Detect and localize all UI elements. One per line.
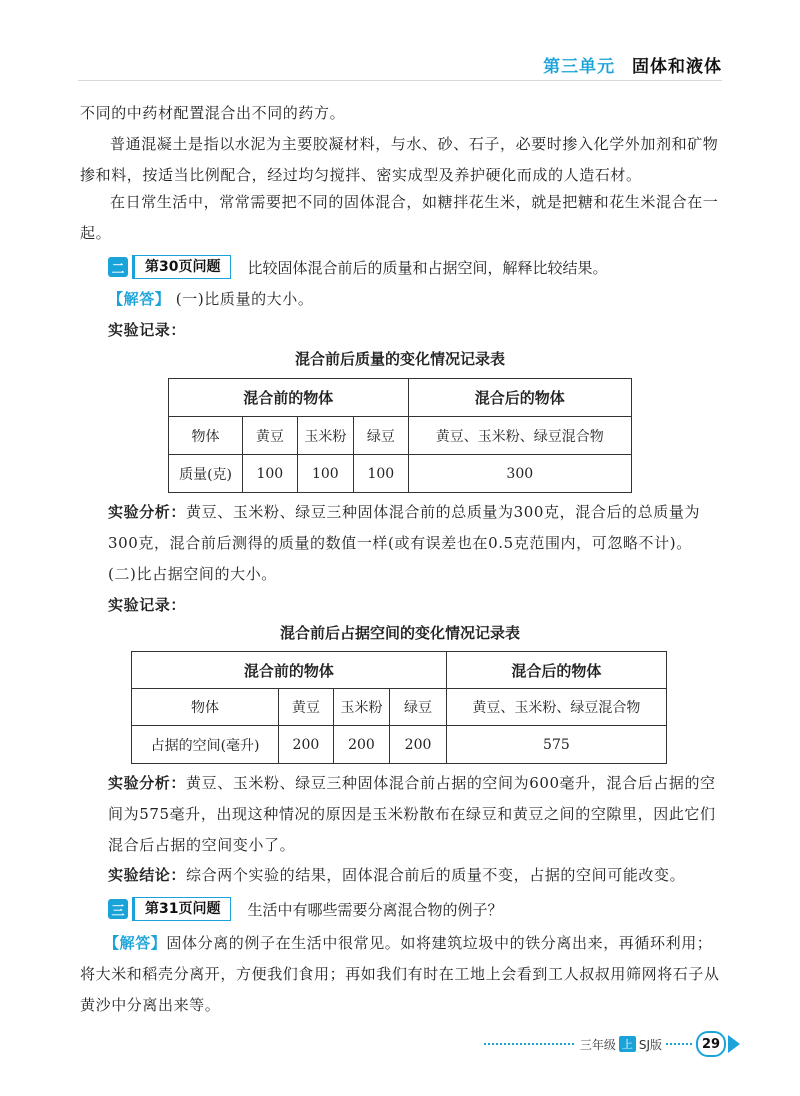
before-header: 混合前的物体 <box>132 652 447 689</box>
row-label: 占据的空间(毫升) <box>132 726 279 764</box>
col-mungbean: 绿豆 <box>390 689 447 726</box>
header-divider <box>78 80 722 81</box>
table2-title: 混合前后占据空间的变化情况记录表 <box>279 624 520 642</box>
analysis-label: 实验分析： <box>108 774 187 792</box>
page-footer <box>484 1032 740 1056</box>
topic-title: 固体和液体 <box>632 57 722 77</box>
after-header: 混合后的物体 <box>408 379 631 417</box>
analysis-label: 实验分析： <box>108 503 187 521</box>
value-mixture: 300 <box>408 455 631 493</box>
col-object: 物体 <box>132 689 279 726</box>
arrow-right-icon <box>728 1035 740 1053</box>
part1-title: (一)比质量的大小。 <box>175 290 314 308</box>
col-mixture: 黄豆、玉米粉、绿豆混合物 <box>408 417 631 455</box>
question-bar-30 <box>108 254 608 280</box>
answer-3-text: 固体分离的例子在生活中很常见。如将建筑垃圾中的铁分离出来，再循环利用；将大米和稻壳分离开，方便我们食用；再如我们有时在工地上会看到工人叔叔用筛网将石子从黄沙中分离出来等。 <box>80 934 720 1014</box>
edition-label: SJ版 <box>638 1037 662 1052</box>
col-cornmeal: 玉米粉 <box>297 417 353 455</box>
answer-tag: 【解答】 <box>108 290 171 308</box>
mass-record-table <box>168 378 632 493</box>
conclusion <box>108 860 724 891</box>
analysis-2-text: 黄豆、玉米粉、绿豆三种固体混合前占据的空间为600毫升，混合后占据的空间为575毫升，出现这种情况的原因是玉米粉散布在绿豆和黄豆之间的空隙里，因此它们混合后占据的空间变小了。 <box>108 774 716 854</box>
record-label-1: 实验记录： <box>108 321 187 339</box>
value-mixture: 575 <box>446 726 666 764</box>
conclusion-label: 实验结论： <box>108 866 187 884</box>
col-soybean: 黄豆 <box>279 689 334 726</box>
col-cornmeal: 玉米粉 <box>333 689 390 726</box>
footer-dots-short <box>666 1043 692 1045</box>
answer-3 <box>80 928 724 1021</box>
paragraph-concrete: 普通混凝土是指以水泥为主要胶凝材料，与水、砂、石子，必要时掺入化学外加剂和矿物掺和料，按适当比例配合，经过均匀搅拌、密实成型及养护硬化而成的人造石材。 <box>80 135 719 184</box>
before-header: 混合前的物体 <box>169 379 409 417</box>
part2-title: (二)比占据空间的大小。 <box>108 565 277 583</box>
question-text: 比较固体混合前后的质量和占据空间，解释比较结果。 <box>247 258 608 277</box>
record-label-2: 实验记录： <box>108 596 187 614</box>
paragraph-herbs: 不同的中药材配置混合出不同的药方。 <box>80 104 346 122</box>
chapter-header <box>543 52 722 77</box>
analysis-2 <box>108 768 724 861</box>
grade-label: 三年级 <box>579 1037 616 1052</box>
question-bar-31 <box>108 896 503 922</box>
value-cornmeal: 200 <box>333 726 390 764</box>
question-text: 生活中有哪些需要分离混合物的例子？ <box>247 900 503 919</box>
answer-tag: 【解答】 <box>104 934 167 952</box>
table1-title: 混合前后质量的变化情况记录表 <box>294 350 505 368</box>
volume-record-table <box>131 651 667 764</box>
col-mixture: 黄豆、玉米粉、绿豆混合物 <box>446 689 666 726</box>
after-header: 混合后的物体 <box>446 652 666 689</box>
term-badge: 上 <box>619 1036 636 1052</box>
section-badge: 三 <box>108 899 128 919</box>
unit-title: 第三单元 <box>543 57 616 77</box>
section-badge: 二 <box>108 257 128 277</box>
conclusion-text: 综合两个实验的结果，固体混合前后的质量不变，占据的空间可能改变。 <box>186 866 686 884</box>
col-soybean: 黄豆 <box>243 417 298 455</box>
col-mungbean: 绿豆 <box>354 417 409 455</box>
value-mungbean: 200 <box>390 726 447 764</box>
value-soybean: 200 <box>279 726 334 764</box>
value-cornmeal: 100 <box>297 455 353 493</box>
paragraph-daily-life: 在日常生活中，常常需要把不同的固体混合，如糖拌花生米，就是把糖和花生米混合在一起。 <box>80 193 719 242</box>
col-object: 物体 <box>169 417 243 455</box>
footer-dots <box>484 1043 574 1045</box>
value-soybean: 100 <box>243 455 298 493</box>
analysis-1 <box>108 497 724 559</box>
row-label: 质量(克) <box>169 455 243 493</box>
analysis-1-text: 黄豆、玉米粉、绿豆三种固体混合前的总质量为300克，混合后的总质量为300克，混合前后测得的质量的数值一样(或有误差也在0.5克范围内，可忽略不计)。 <box>108 503 701 552</box>
question-label: 第31页问题 <box>132 897 231 921</box>
value-mungbean: 100 <box>354 455 409 493</box>
answer-part1 <box>108 284 752 315</box>
question-label: 第30页问题 <box>132 255 231 279</box>
page-number: 29 <box>696 1031 726 1057</box>
